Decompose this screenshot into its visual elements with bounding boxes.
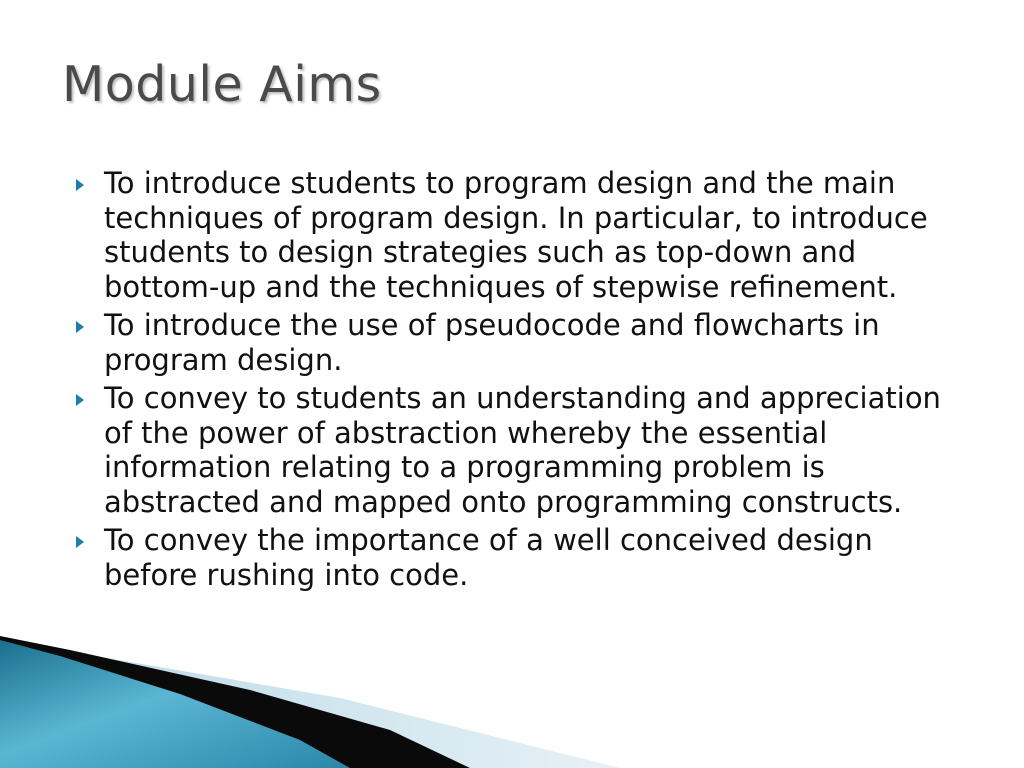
triangle-bullet-icon [76, 179, 84, 191]
triangle-bullet-icon [76, 536, 84, 548]
bullet-item [70, 523, 970, 592]
bullet-item [70, 166, 970, 304]
bullet-text: To convey the importance of a well conceived design before rushing into code. [104, 523, 873, 592]
slide-title: Module Aims [62, 56, 382, 113]
bullet-list [70, 166, 970, 596]
corner-swoosh-decoration [0, 628, 1024, 768]
bullet-item [70, 308, 970, 377]
bullet-text: To introduce the use of pseudocode and flowcharts in program design. [104, 308, 880, 377]
triangle-bullet-icon [76, 321, 84, 333]
bullet-text: To convey to students an understanding and appreciation of the power of abstraction whereby the essential information relating to a programming problem is abstracted and mapped onto programming constructs. [104, 381, 941, 519]
bullet-item [70, 381, 970, 519]
bullet-text: To introduce students to program design and the main techniques of program design. In particular, to introduce students to design strategies such as top-down and bottom-up and the techniques of stepwise refinement. [104, 166, 928, 304]
triangle-bullet-icon [76, 394, 84, 406]
